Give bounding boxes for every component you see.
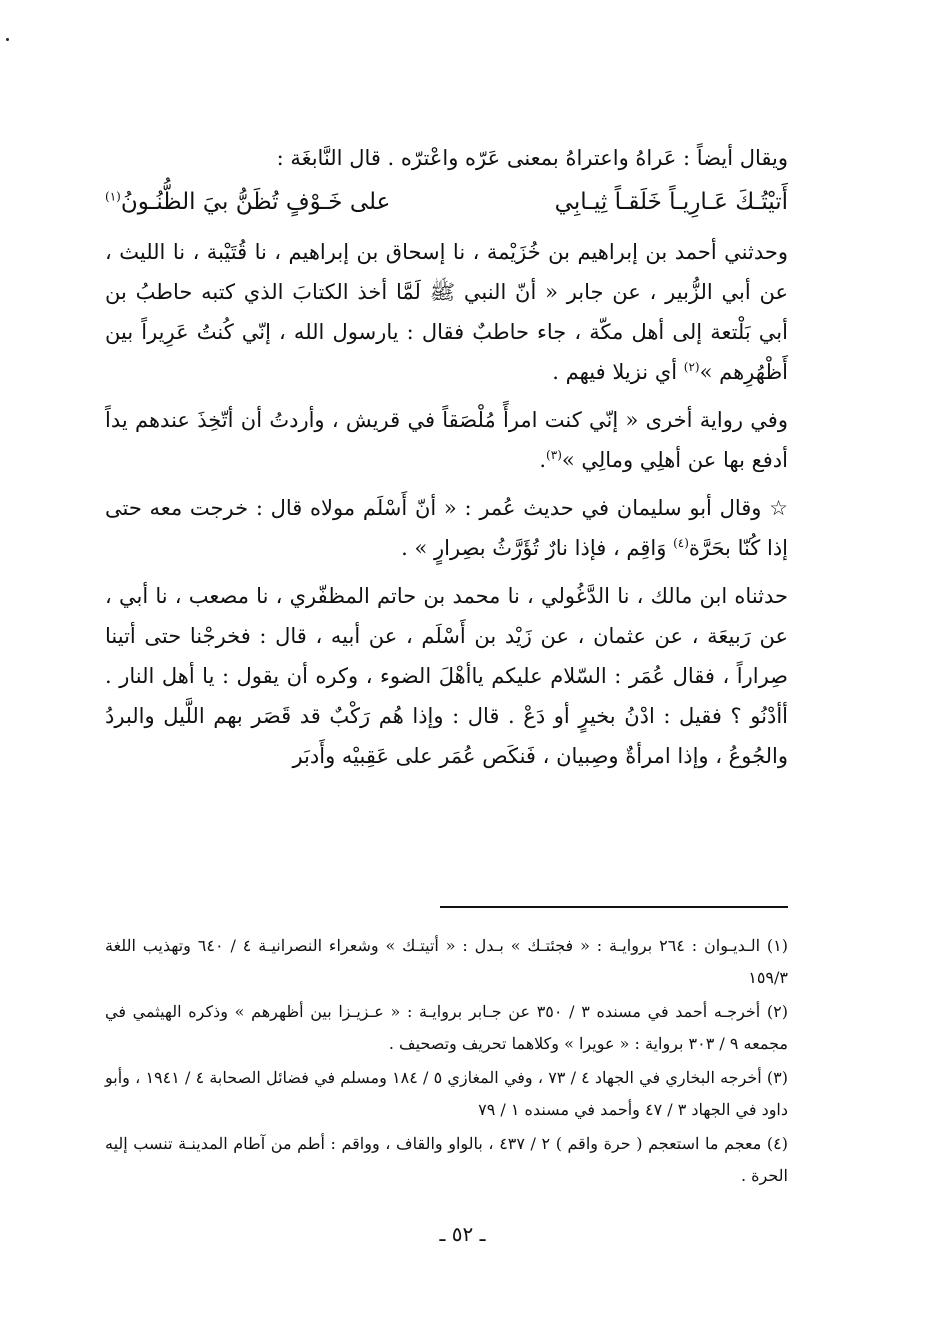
main-text: [105, 138, 788, 776]
intro-line: ويقال أيضاً : عَراهُ واعتراهُ بمعنى عَرّه واعْترّه . قال النَّابغَة :: [276, 146, 788, 170]
footnote-ref: (١): [105, 189, 121, 204]
poem-hemistich-first: أَتيْتُـكَ عَـارِيـاً خَلَقـاً ثِيـابِي: [554, 189, 788, 215]
footnote-1: (١) الـديـوان : ٢٦٤ بروايـة : « فجئتـك » بـدل : « أتيتـك » وشعراء النصرانيـة ٤ / ٦٤٠ وتهذيب اللغة ١٥٩/٣: [105, 936, 789, 987]
footnote-3: (٣) أخرجه البخاري في الجهاد ٤ / ٧٣ ، وفي المغازي ٥ / ١٨٤ ومسلم في فضائل الصحابة ٤ / ١٩٤١ ، وأبو داود في الجهاد ٣ / ٤٧ وأحمد في مسنده ١ / ٧٩: [105, 1068, 789, 1119]
poem-hemistich-second: على خَـوْفٍ تُظَنُّ بيَ الظُّنُـونُ$^{(١)}$: [105, 189, 391, 215]
paragraph-hadith-umar: ☆ وقال أبو سليمان في حديث عُمر : « أنّ أَسْلَم مولاه قال : خرجت معه حتى إذا كُنّا بحَرَّة$^{(٤)}$ وَاقِم ، فإذا نارٌ تُؤَرَّثُ بصِرارٍ » .: [105, 496, 788, 560]
paragraph-isnad: حدثناه ابن مالك ، نا الدَّغُولي ، نا محمد بن حاتم المظفّري ، نا مصعب ، نا أبي ، عن رَبيعَة ، عن عثمان ، عن زَيْد بن أَسْلَم ، عن أبيه ، قال : فخرجْنا حتى أتينا صِراراً ، فقال عُمَر : السّلام عليكم ياأهْلَ الضوء ، وكره أن يقول : يا أهل النار . أأدْنُو ؟ فقيل : ادْنُ بخيرٍ أو دَعْ . قال : وإذا هُم رَكْبٌ قد قَصَر بهم اللَّيل والبردُ والجُوعُ ، وإذا امرأةٌ وصِبيان ، فَنكَص عُمَر على عَقِبيْه وأَدبَر: [105, 584, 788, 768]
scan-speck: [6, 38, 9, 41]
footnote-ref: (٢): [683, 360, 700, 374]
poem-verse: [105, 180, 788, 224]
page-number: ـ ٥٢ ـ: [439, 1222, 486, 1246]
footnote-4: (٤) معجم ما استعجم ( حرة واقم ) ٢ / ٤٣٧ ، بالواو والقاف ، وواقم : أطم من آطام المدينـة تنسب إليه الحرة .: [105, 1134, 789, 1185]
footnote-2: (٢) أخرجـه أحمد في مسنده ٣ / ٣٥٠ عن جـابر بروايـة : « عـزيـزا بين أظهرهم » وذكره الهيثمي في مجمعه ٩ / ٣٠٣ برواية : « عويرا » وكلاهما تحريف وتصحيف .: [105, 1002, 789, 1053]
footnote-ref: (٣): [546, 448, 562, 462]
paragraph-other-narration: وفي رواية أخرى « إنّي كنت امرأً مُلْصَقاً في قريش ، وأردتُ أن أتّخِذَ عندهم يداً أدفع بها عن أهلِي ومالِي »$^{(٣)}$.: [105, 408, 788, 472]
footnote-divider: [440, 906, 788, 908]
footnotes: [105, 930, 788, 1194]
footnote-ref: (٤): [673, 536, 689, 550]
paragraph-hadith-jabir: وحدثني أحمد بن إبراهيم بن خُزَيْمة ، نا إسحاق بن إبراهيم ، نا قُتَيْبة ، نا الليث ، عن أبي الزُّبير ، عن جابر « أنّ النبي ﷺ لَمَّا أخذ الكتابَ الذي كتبه حاطبُ بن أبي بَلْتعة إلى أهل مكّة ، جاء حاطبٌ فقال : يارسول الله ، إنّي كُنتُ عَرِيراً بين أَظْهُرِهم »$^{(٢)}$ أي نزيلا فيهم .: [105, 240, 788, 384]
